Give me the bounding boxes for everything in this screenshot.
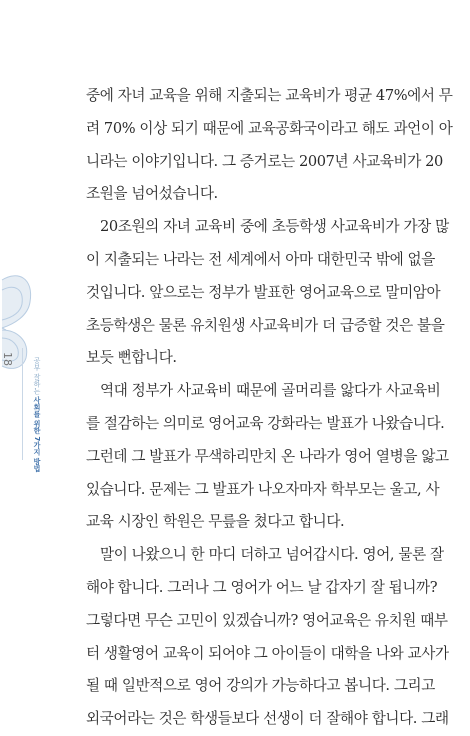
text-line: 니라는 이야기입니다. 그 증거로는 2007년 사교육비가 20 xyxy=(86,152,443,170)
paragraph xyxy=(86,375,449,539)
text-line: 역대 정부가 사교육비 때문에 골머리를 앓다가 사교육비 xyxy=(100,382,441,400)
running-head xyxy=(26,357,42,472)
paragraph xyxy=(86,211,449,375)
text-line: 그런데 그 발표가 무색하리만치 온 나라가 영어 열병을 앓고 xyxy=(86,447,449,465)
paragraph xyxy=(86,539,449,736)
text-line: 를 절감하는 의미로 영어교육 강화라는 발표가 나왔습니다. xyxy=(86,414,445,432)
page-number: 18 xyxy=(1,352,14,366)
text-line: 터 생활영어 교육이 되어야 그 아이들이 대학을 나와 교사가 xyxy=(86,644,449,662)
paragraph xyxy=(86,80,453,211)
text-line: 20조원의 자녀 교육비 중에 초등학생 사교육비가 가장 많 xyxy=(100,218,449,236)
text-line: 해야 합니다. 그러나 그 영어가 어느 날 갑자기 잘 됩니까? xyxy=(86,578,438,596)
text-line: 말이 나왔으니 한 마디 더하고 넘어갑시다. 영어, 물론 잘 xyxy=(100,546,444,564)
text-line: 중에 자녀 교육을 위해 지출되는 교육비가 평균 47%에서 무 xyxy=(86,87,453,104)
text-line: 보듯 뻔합니다. xyxy=(86,349,177,367)
body-text xyxy=(86,80,453,736)
text-line: 그렇다면 무슨 고민이 있겠습니까? 영어교육은 유치원 때부 xyxy=(86,611,448,629)
running-head-accent: 사회를 위한 7가지 방법 xyxy=(33,396,41,472)
text-line: 이 지출되는 나라는 전 세계에서 아마 대한민국 밖에 없을 xyxy=(86,250,435,268)
text-line: 외국어라는 것은 학생들보다 선생이 더 잘해야 합니다. 그래 xyxy=(86,710,449,728)
running-head-rule xyxy=(22,348,23,460)
text-line: 될 때 일반적으로 영어 강의가 가능하다고 봅니다. 그리고 xyxy=(86,677,435,695)
text-line: 교육 시장인 학원은 무릎을 쳤다고 합니다. xyxy=(86,513,345,531)
text-line: 것입니다. 앞으로는 정부가 발표한 영어교육으로 말미암아 xyxy=(86,283,441,301)
text-line: 초등학생은 물론 유치원생 사교육비가 더 급증할 것은 불을 xyxy=(86,316,445,334)
running-head-prefix: 공부 잘하는 xyxy=(33,357,41,397)
text-line: 조원을 넘어섰습니다. xyxy=(86,185,218,203)
text-line: 있습니다. 문제는 그 발표가 나오자마자 학부모는 울고, 사 xyxy=(86,480,440,498)
text-line: 려 70% 이상 되기 때문에 교육공화국이라고 해도 과언이 아 xyxy=(86,119,453,137)
